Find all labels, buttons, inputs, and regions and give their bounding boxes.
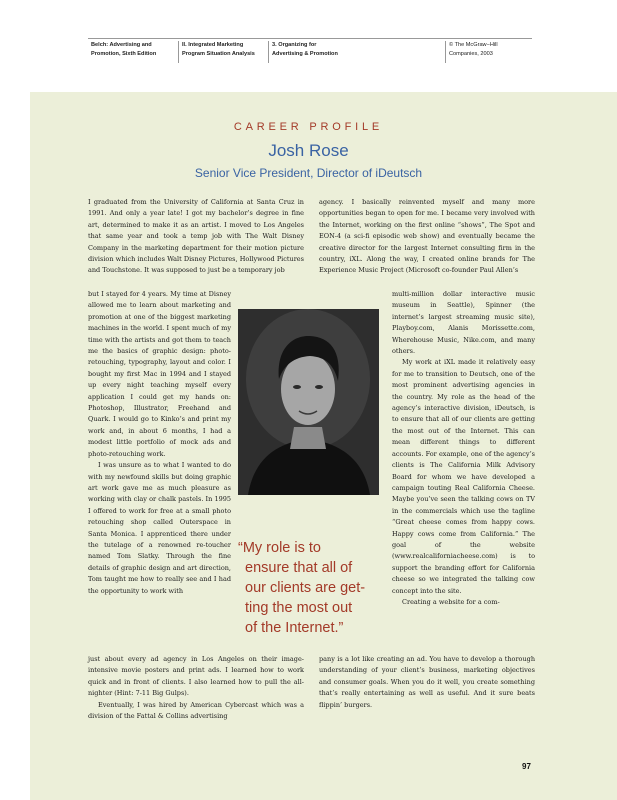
header-line: 3. Organizing for (272, 42, 317, 48)
right-column-narrow (392, 289, 535, 608)
profile-kicker: CAREER PROFILE (233, 121, 384, 133)
pull-quote-line: ting the most out (245, 600, 353, 616)
paragraph: agency. I basically reinvented myself and many more opportunities began to open for me. I became very involved with the Internet, working on the first online “shows”, The Spot and EON-4 (a sci-fi episodic web show) and eventually became the creative director for the largest Internet consulting firm in the country, iXL. Along the way, I created online brands for The Experience Music Project (Microsoft co-founder Paul Allen’s (319, 198, 535, 275)
header-book (88, 41, 179, 63)
running-header (88, 38, 532, 65)
left-column-top (88, 197, 304, 277)
page-number: 97 (522, 762, 531, 771)
header-line: Advertising & Promotion (272, 51, 338, 57)
paragraph: but I stayed for 4 years. My time at Disney allowed me to learn about marketing and promotion at one of the biggest marketing machines in the world. I spent much of my time with the artists and got them to teach me the basics of graphic design: photo-retouching, typography, layout and color. I bought my first Mac in 1994 and I stayed up every night teaching myself every application I could get my hands on: Photoshop, Illustrator, Freehand and Quark. I would go to Kinko’s and print my work and, in about 6 months, I had a modest little portfolio of mock ads and photo-retouching work. (88, 290, 231, 458)
pull-quote-line: our clients are get- (245, 580, 366, 596)
paragraph: multi-million dollar interactive music museum in Seattle), Spinner (the internet’s largest streaming music site), Playboy.com, Alanis Morissette.com, Wherehouse Music, Nike.com, and many others. (392, 290, 535, 356)
header-line: Program Situation Analysis (182, 51, 255, 57)
left-column-bottom (88, 654, 304, 722)
header-chapter (268, 41, 447, 63)
profile-name: Josh Rose (268, 141, 349, 160)
paragraph: I was unsure as to what I wanted to do with my newfound skills but doing graphic art work gave me as much pleasure as working with clay or chalk pastels. In 1995 I offered to work for free at a small photo retouching shop called Outerspace in Santa Monica. I apprenticed there under the tutelage of a renowned re-toucher named Tom Slatky. Through the fine details of graphic design and art direction, Tom taught me how to really see and I had the opportunity to work with (88, 461, 231, 595)
header-copyright (445, 41, 534, 63)
paragraph: My work at iXL made it relatively easy for me to transition to Deutsch, one of the most prominent advertising agencies in the country. My role as the head of the agency’s interactive division, iDeutsch, is to ensure that all of our clients are getting the most out of the Internet. This can mean different things to different accounts. For example, one of the agency’s clients is The California Milk Advisory Board for whom we have developed a campaign touting Real California Cheese. Maybe you’ve seen the talking cows on TV in the commercials which use the tagline “Great cheese comes from happy cows. Happy cows come from California.” The goal of the website (www.realcaliforniacheese.com) is to support the branding effort for California cheese so we integrated the talking cow concept into the site. (392, 358, 535, 595)
header-line: Belch: Advertising and (91, 42, 152, 48)
portrait-illustration (238, 309, 379, 495)
header-part (178, 41, 270, 63)
paragraph: Eventually, I was hired by American Cybercast which was a division of the Fattal & Collins advertising (88, 700, 304, 721)
pull-quote-line: “My role is to (238, 540, 321, 556)
right-column-top (319, 197, 535, 277)
pull-quote-line: ensure that all of (245, 560, 353, 576)
paragraph: I graduated from the University of California at Santa Cruz in 1991. And only a year late! I got my bachelor’s degree in fine art, determined to make it as an artist. I moved to Los Angeles that same year and took a temp job with The Walt Disney Company in the marketing department for their motion picture division which includes Walt Disney Pictures, Hollywood Pictures and Touchstone. It was supposed to just be a temporary job (88, 198, 304, 275)
header-line: II. Integrated Marketing (182, 42, 244, 48)
paragraph: pany is a lot like creating an ad. You have to develop a thorough understanding of your client’s business, marketing objectives and consumer goals. When you do it well, you create something that’s really entertaining as well as useful. And it sure beats flippin’ burgers. (319, 655, 535, 709)
portrait-photo (238, 309, 379, 495)
right-column-bottom (319, 654, 535, 711)
header-line: © The McGraw−Hill (449, 42, 498, 48)
header-line: Companies, 2003 (449, 51, 493, 57)
pull-quote (238, 538, 378, 638)
profile-title: Senior Vice President, Director of iDeutsch (194, 166, 423, 180)
left-column-narrow (88, 289, 231, 597)
paragraph: just about every ad agency in Los Angeles on their image-intensive movie posters and print ads. I learned how to work quick and in front of clients. I also learned how to pull the all-nighter (Hint: 7-11 Big Gulps). (88, 655, 304, 698)
paragraph: Creating a website for a com- (402, 597, 500, 606)
pull-quote-line: of the Internet.” (245, 620, 344, 636)
header-line: Promotion, Sixth Edition (91, 51, 157, 57)
